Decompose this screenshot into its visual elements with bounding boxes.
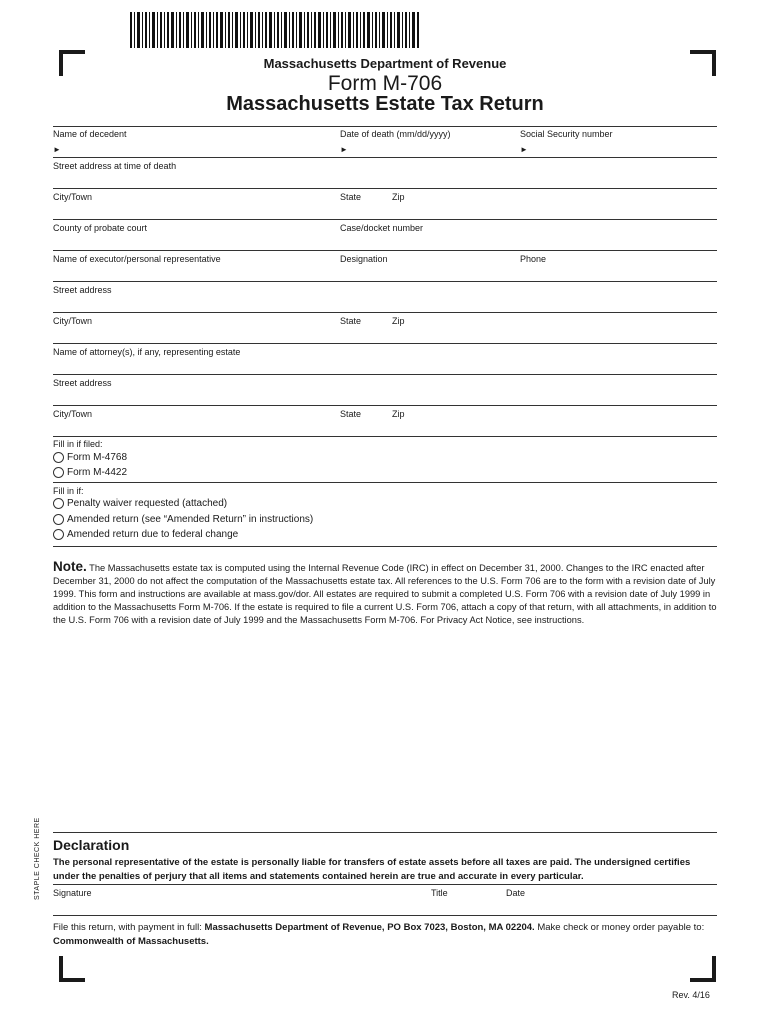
amended-return-option[interactable] [53, 514, 313, 525]
designation-label: Designation [340, 254, 388, 264]
attorney-state-label: State [340, 409, 362, 419]
footer-payee: Commonwealth of Massachusetts. [53, 936, 209, 947]
phone-label: Phone [520, 254, 547, 264]
executor-street-label: Street address [53, 285, 112, 295]
city-town-label: City/Town [53, 192, 93, 202]
case-docket-label: Case/docket number [340, 223, 424, 233]
option-label: Form M-4768 [67, 452, 128, 463]
note-text: The Massachusetts estate tax is computed using the Internal Revenue Code (IRC) in effect on December 31, 2000. Changes to the IRC enacted after December 31, 2000 do not affect the computation of the Massachusetts estate tax. All references to the U.S. Form 706 are to the form with a revision date of July 1999. This form and instructions are available at mass.gov/dor. All estates are required to submit a completed U.S. Form 706 with a revision date of July 1999 in addition to the Massachusetts Form M-706. If the estate is required to file a current U.S. Form 706, attach a copy of that return, with all attachments, in addition to the U.S. Form 706 with a revision date of July 1999 and the Massachusetts Form M-706. For Privacy Act Notice, see instructions. [53, 563, 717, 625]
date-label: Date [506, 888, 526, 898]
divider [53, 374, 717, 375]
corner-mark-bottom-right [690, 956, 716, 982]
corner-mark-bottom-left [59, 956, 85, 982]
executor-name-label: Name of executor/personal representative [53, 254, 221, 264]
title-label: Title [431, 888, 448, 898]
revision-date: Rev. 4/16 [672, 990, 710, 1000]
penalty-waiver-option[interactable] [53, 498, 227, 509]
divider [53, 188, 717, 189]
divider [53, 219, 717, 220]
divider [53, 126, 717, 127]
footer-address: Massachusetts Department of Revenue, PO Box 7023, Boston, MA 02204. [204, 922, 535, 933]
divider [53, 157, 717, 158]
executor-zip-label: Zip [392, 316, 405, 326]
state-label: State [340, 192, 362, 202]
divider [53, 482, 717, 483]
declaration-heading: Declaration [53, 837, 130, 853]
decedent-name-field[interactable]: ► [53, 145, 61, 154]
divider [53, 405, 717, 406]
footer-prefix: File this return, with payment in full: [53, 922, 205, 933]
divider [53, 832, 717, 833]
divider [53, 250, 717, 251]
divider [53, 546, 717, 547]
declaration-text: The personal representative of the estate is personally liable for transfers of estate assets before all taxes are paid. The undersigned certifies under the penalties of perjury that all items and statements contained herein are true and accurate in every particular. [53, 857, 691, 882]
attorney-zip-label: Zip [392, 409, 405, 419]
filing-instructions [53, 921, 717, 949]
date-of-death-field[interactable]: ► [340, 145, 348, 154]
divider [53, 884, 717, 885]
divider [53, 312, 717, 313]
form-title: Massachusetts Estate Tax Return [226, 93, 544, 115]
divider [53, 436, 717, 437]
fill-section-label: Fill in if: [53, 486, 84, 496]
barcode [130, 12, 420, 48]
executor-city-label: City/Town [53, 316, 93, 326]
department-name: Massachusetts Department of Revenue [263, 56, 507, 71]
date-of-death-label: Date of death (mm/dd/yyyy) [340, 129, 451, 139]
radio-circle-icon[interactable] [53, 498, 64, 509]
county-probate-label: County of probate court [53, 223, 148, 233]
option-label: Amended return (see “Amended Return” in instructions) [67, 514, 314, 525]
option-label: Amended return due to federal change [67, 529, 239, 540]
note-heading: Note. [53, 559, 87, 574]
form-number: Form M-706 [327, 72, 443, 95]
form-m4422-option[interactable] [53, 467, 127, 478]
attorney-name-label: Name of attorney(s), if any, representing estate [53, 347, 241, 357]
radio-circle-icon[interactable] [53, 529, 64, 540]
form-m4768-option[interactable] [53, 452, 127, 463]
attorney-city-label: City/Town [53, 409, 93, 419]
executor-state-label: State [340, 316, 362, 326]
zip-label: Zip [392, 192, 405, 202]
decedent-name-label: Name of decedent [53, 129, 127, 139]
divider [53, 281, 717, 282]
filed-section-label: Fill in if filed: [53, 439, 103, 449]
option-label: Form M-4422 [67, 467, 128, 478]
radio-circle-icon[interactable] [53, 467, 64, 478]
divider [53, 343, 717, 344]
radio-circle-icon[interactable] [53, 514, 64, 525]
footer-middle: Make check or money order payable to: [534, 922, 705, 933]
amended-federal-option[interactable] [53, 529, 238, 540]
ssn-field[interactable]: ► [520, 145, 528, 154]
street-at-death-label: Street address at time of death [53, 161, 177, 171]
attorney-street-label: Street address [53, 378, 112, 388]
radio-circle-icon[interactable] [53, 452, 64, 463]
divider [53, 915, 717, 916]
staple-check-here: STAPLE CHECK HERE [34, 817, 41, 900]
note-paragraph [53, 560, 717, 627]
signature-label: Signature [53, 888, 92, 898]
option-label: Penalty waiver requested (attached) [67, 498, 228, 509]
ssn-label: Social Security number [520, 129, 613, 139]
